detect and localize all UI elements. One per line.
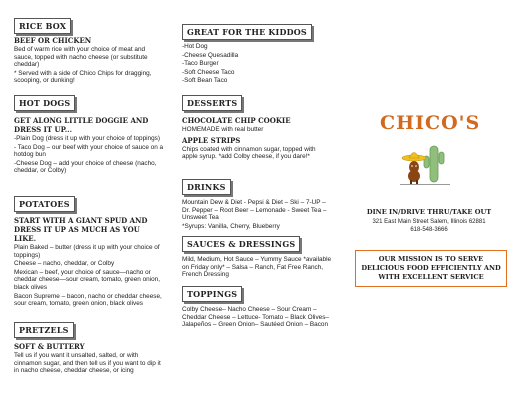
kiddos-item: -Hot Dog <box>182 43 208 50</box>
desserts-sub-cookie: CHOCOLATE CHIP COOKIE <box>182 116 291 125</box>
rice-box-note: * Served with a side of Chico Chips for dragging, scooping, or dunking! <box>14 69 152 85</box>
hot-dogs-item: -Plain Dog (dress it up with your choice of toppings) <box>14 135 160 142</box>
pretzels-sub: SOFT & BUTTERY <box>14 342 85 351</box>
pretzels-section <box>14 320 164 376</box>
sauces-section <box>182 234 332 280</box>
potatoes-item: Mexican – beef, your choice of sauce—nacho or cheddar cheese—sour cream, tomato, green onion, black olives <box>14 268 161 291</box>
desserts-sub-apple: APPLE STRIPS <box>182 135 241 145</box>
rice-box-section <box>14 16 164 86</box>
potatoes-header: POTATOES <box>14 196 75 212</box>
hot-dogs-item: -Cheese Dog – add your choice of cheese (nacho, cheddar, or Colby) <box>14 159 157 175</box>
rice-box-desc: Bed of warm rice with your choice of meat and sauce, topped with nacho cheese (or substitute cheddar) <box>14 46 148 69</box>
pretzels-desc: Tell us if you want it unsalted, salted, or with cinnamon sugar, and then tell us if you want to dip it in nacho cheese, cheddar cheese, or icing <box>14 352 161 375</box>
brand-logo: CHICO'S <box>380 112 481 134</box>
hot-dogs-header: HOT DOGS <box>14 95 75 111</box>
hot-dogs-item: - Taco Dog – our beef with your choice of sauce on a hotdog bun <box>14 143 164 159</box>
potatoes-item: Cheese – nacho, cheddar, or Colby <box>14 260 115 268</box>
desserts-desc-cookie: HOMEMADE with real butter <box>182 126 264 133</box>
kiddos-section <box>182 22 332 86</box>
potatoes-section <box>14 194 164 309</box>
drinks-header: DRINKS <box>182 179 231 195</box>
hot-dogs-sub: GET ALONG LITTLE DOGGIE AND DRESS IT UP... <box>14 116 149 134</box>
drinks-desc: Mountain Dew & Diet - Pepsi & Diet – Ski – 7-UP – Dr. Pepper – Root Beer – Lemonade - Sweet Tea – Unsweet Tea <box>182 199 327 222</box>
kiddos-header: GREAT FOR THE KIDDOS <box>182 24 312 40</box>
desserts-section <box>182 93 332 162</box>
kiddos-item: -Cheese Quesadilla <box>182 51 239 59</box>
desserts-header: DESSERTS <box>182 95 242 111</box>
pretzels-header: PRETZELS <box>14 322 74 338</box>
potatoes-item: Bacon Supreme – bacon, nacho or cheddar cheese, sour cream, tomato, green onion, black olives <box>14 292 162 308</box>
rice-box-sub: BEEF OR CHICKEN <box>14 36 92 45</box>
dog-with-sombrero-and-cactus-icon <box>400 138 450 186</box>
kiddos-item: -Soft Cheese Taco <box>182 68 235 76</box>
toppings-desc: Colby Cheese– Nacho Cheese – Sour Cream – Cheddar Cheese – Lettuce- Tomato – Black Olives– Jalapeños – Green Onion– Sautéed Onion – Bacon <box>182 306 329 329</box>
sauces-desc: Mild, Medium, Hot Sauce – Yummy Sauce *available on Friday only* – Salsa – Ranch, Fat Free Ranch, French Dressing <box>182 256 332 279</box>
address-block <box>354 218 504 234</box>
drinks-section <box>182 177 332 231</box>
potatoes-item: Plain Baked – butter (dress it up with your choice of toppings) <box>14 244 160 259</box>
hot-dogs-section <box>14 93 164 176</box>
phone: 618-548-3666 <box>410 227 448 233</box>
desserts-desc-apple: Chips coated with cinnamon sugar, topped with apple syrup. *add Colby cheese, if you dare!* <box>182 145 316 161</box>
address: 321 East Main Street Salem, Illinois 62881 <box>372 219 486 225</box>
kiddos-item: -Taco Burger <box>182 60 219 68</box>
sauces-header: SAUCES & DRESSINGS <box>182 236 300 252</box>
toppings-header: TOPPINGS <box>182 286 242 302</box>
mission-box: OUR MISSION IS TO SERVE DELICIOUS FOOD EFFICIENTLY AND WITH EXCELLENT SERVICE <box>355 250 507 287</box>
potatoes-sub: START WITH A GIANT SPUD AND DRESS IT UP AS MUCH AS YOU LIKE. <box>14 216 148 243</box>
kiddos-item: -Soft Bean Taco <box>182 77 228 85</box>
toppings-section <box>182 284 332 330</box>
rice-box-header: RICE BOX <box>14 18 71 34</box>
drinks-syrups: *Syrups: Vanilla, Cherry, Blueberry <box>182 222 280 230</box>
dine-in-tagline: DINE IN/DRIVE THRU/TAKE OUT <box>366 208 492 216</box>
